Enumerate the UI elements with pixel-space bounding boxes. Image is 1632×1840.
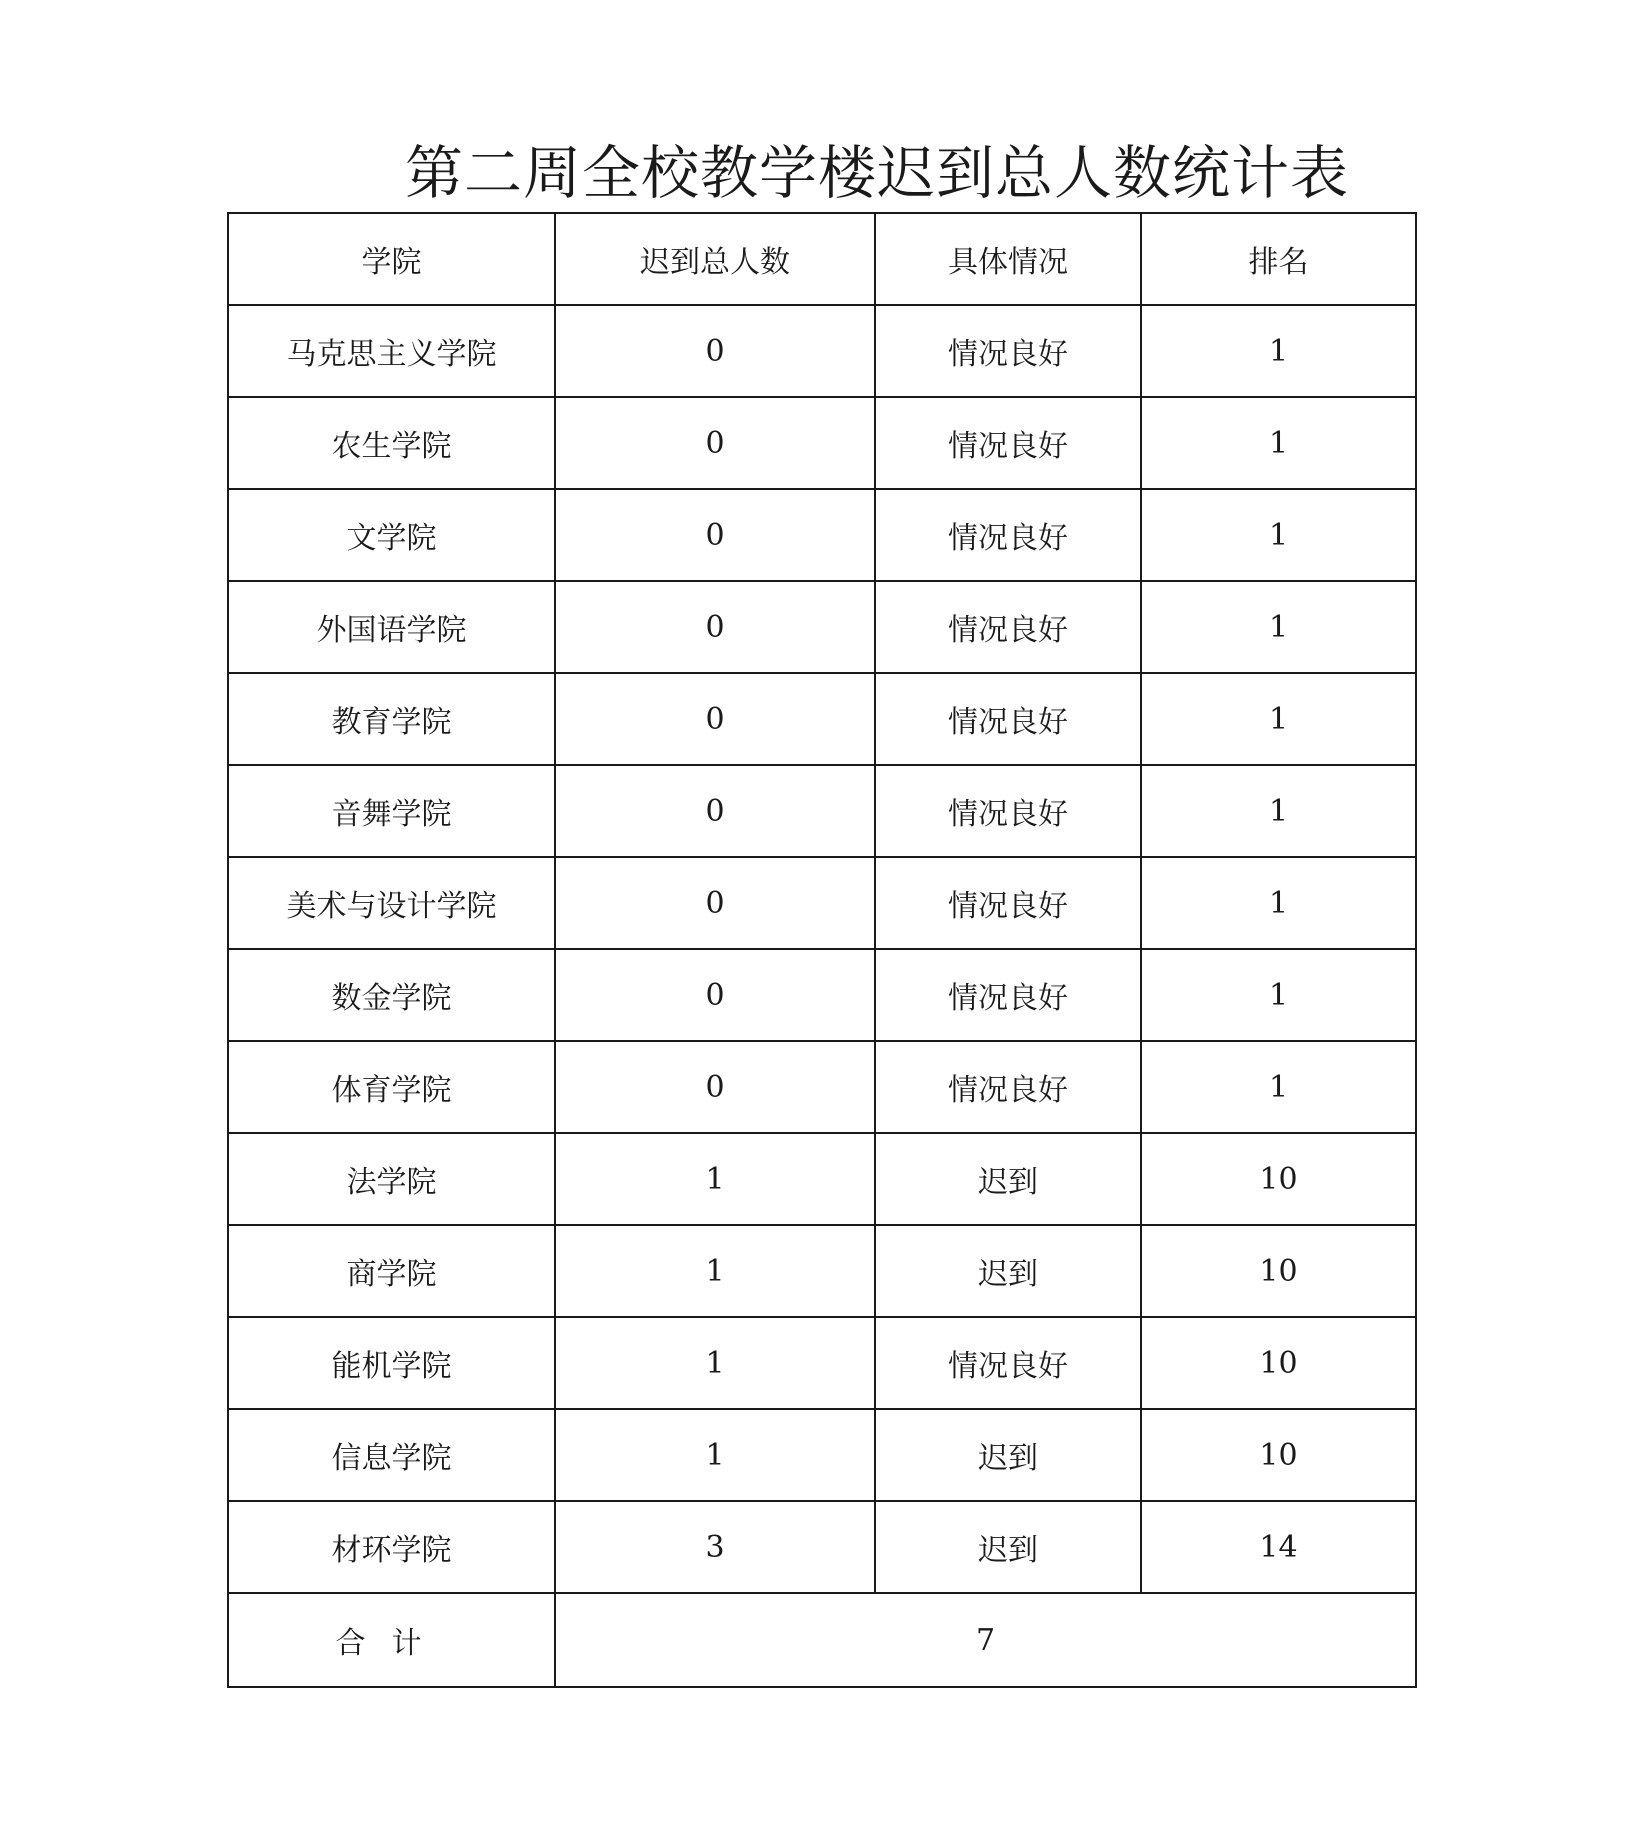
rank-cell: 10	[1141, 1133, 1416, 1225]
total-row	[228, 1593, 1416, 1687]
status-cell: 情况良好	[875, 1317, 1141, 1409]
college-cell: 商学院	[228, 1225, 555, 1317]
late-count-cell: 0	[555, 949, 875, 1041]
college-cell: 法学院	[228, 1133, 555, 1225]
status-cell: 情况良好	[875, 489, 1141, 581]
college-cell: 外国语学院	[228, 581, 555, 673]
late-count-cell: 0	[555, 765, 875, 857]
page-title: 第二周全校教学楼迟到总人数统计表	[405, 139, 1350, 207]
table-row	[228, 1041, 1416, 1133]
status-cell: 迟到	[875, 1501, 1141, 1593]
rank-cell: 1	[1141, 1041, 1416, 1133]
late-count-cell: 0	[555, 673, 875, 765]
college-cell: 美术与设计学院	[228, 857, 555, 949]
college-cell: 音舞学院	[228, 765, 555, 857]
header-status: 具体情况	[875, 213, 1141, 305]
college-cell: 文学院	[228, 489, 555, 581]
table-row	[228, 673, 1416, 765]
late-statistics-table	[227, 212, 1417, 1688]
rank-cell: 1	[1141, 857, 1416, 949]
table-row	[228, 1133, 1416, 1225]
table-row	[228, 1317, 1416, 1409]
header-late-count: 迟到总人数	[555, 213, 875, 305]
total-label: 合计	[228, 1593, 555, 1687]
table-row	[228, 1501, 1416, 1593]
rank-cell: 1	[1141, 305, 1416, 397]
late-count-cell: 1	[555, 1133, 875, 1225]
college-cell: 体育学院	[228, 1041, 555, 1133]
status-cell: 情况良好	[875, 949, 1141, 1041]
table-row	[228, 489, 1416, 581]
status-cell: 情况良好	[875, 397, 1141, 489]
status-cell: 情况良好	[875, 673, 1141, 765]
late-count-cell: 0	[555, 397, 875, 489]
table-row	[228, 305, 1416, 397]
status-cell: 情况良好	[875, 305, 1141, 397]
college-cell: 马克思主义学院	[228, 305, 555, 397]
total-value: 7	[555, 1593, 1416, 1687]
header-college: 学院	[228, 213, 555, 305]
late-count-cell: 0	[555, 581, 875, 673]
table-row	[228, 1409, 1416, 1501]
header-rank: 排名	[1141, 213, 1416, 305]
late-count-cell: 1	[555, 1225, 875, 1317]
late-count-cell: 0	[555, 857, 875, 949]
college-cell: 数金学院	[228, 949, 555, 1041]
status-cell: 迟到	[875, 1133, 1141, 1225]
table-row	[228, 857, 1416, 949]
college-cell: 教育学院	[228, 673, 555, 765]
college-cell: 材环学院	[228, 1501, 555, 1593]
late-count-cell: 0	[555, 1041, 875, 1133]
status-cell: 情况良好	[875, 1041, 1141, 1133]
college-cell: 能机学院	[228, 1317, 555, 1409]
late-count-cell: 1	[555, 1317, 875, 1409]
late-count-cell: 3	[555, 1501, 875, 1593]
rank-cell: 10	[1141, 1409, 1416, 1501]
rank-cell: 1	[1141, 489, 1416, 581]
rank-cell: 10	[1141, 1317, 1416, 1409]
rank-cell: 1	[1141, 949, 1416, 1041]
college-cell: 农生学院	[228, 397, 555, 489]
table-row	[228, 949, 1416, 1041]
rank-cell: 1	[1141, 673, 1416, 765]
table-row	[228, 1225, 1416, 1317]
status-cell: 迟到	[875, 1225, 1141, 1317]
table-row	[228, 581, 1416, 673]
status-cell: 情况良好	[875, 765, 1141, 857]
rank-cell: 14	[1141, 1501, 1416, 1593]
rank-cell: 1	[1141, 397, 1416, 489]
status-cell: 情况良好	[875, 857, 1141, 949]
late-count-cell: 0	[555, 489, 875, 581]
late-count-cell: 1	[555, 1409, 875, 1501]
status-cell: 迟到	[875, 1409, 1141, 1501]
table-row	[228, 765, 1416, 857]
college-cell: 信息学院	[228, 1409, 555, 1501]
table-row	[228, 397, 1416, 489]
rank-cell: 10	[1141, 1225, 1416, 1317]
late-count-cell: 0	[555, 305, 875, 397]
table-header-row	[228, 213, 1416, 305]
status-cell: 情况良好	[875, 581, 1141, 673]
rank-cell: 1	[1141, 581, 1416, 673]
rank-cell: 1	[1141, 765, 1416, 857]
